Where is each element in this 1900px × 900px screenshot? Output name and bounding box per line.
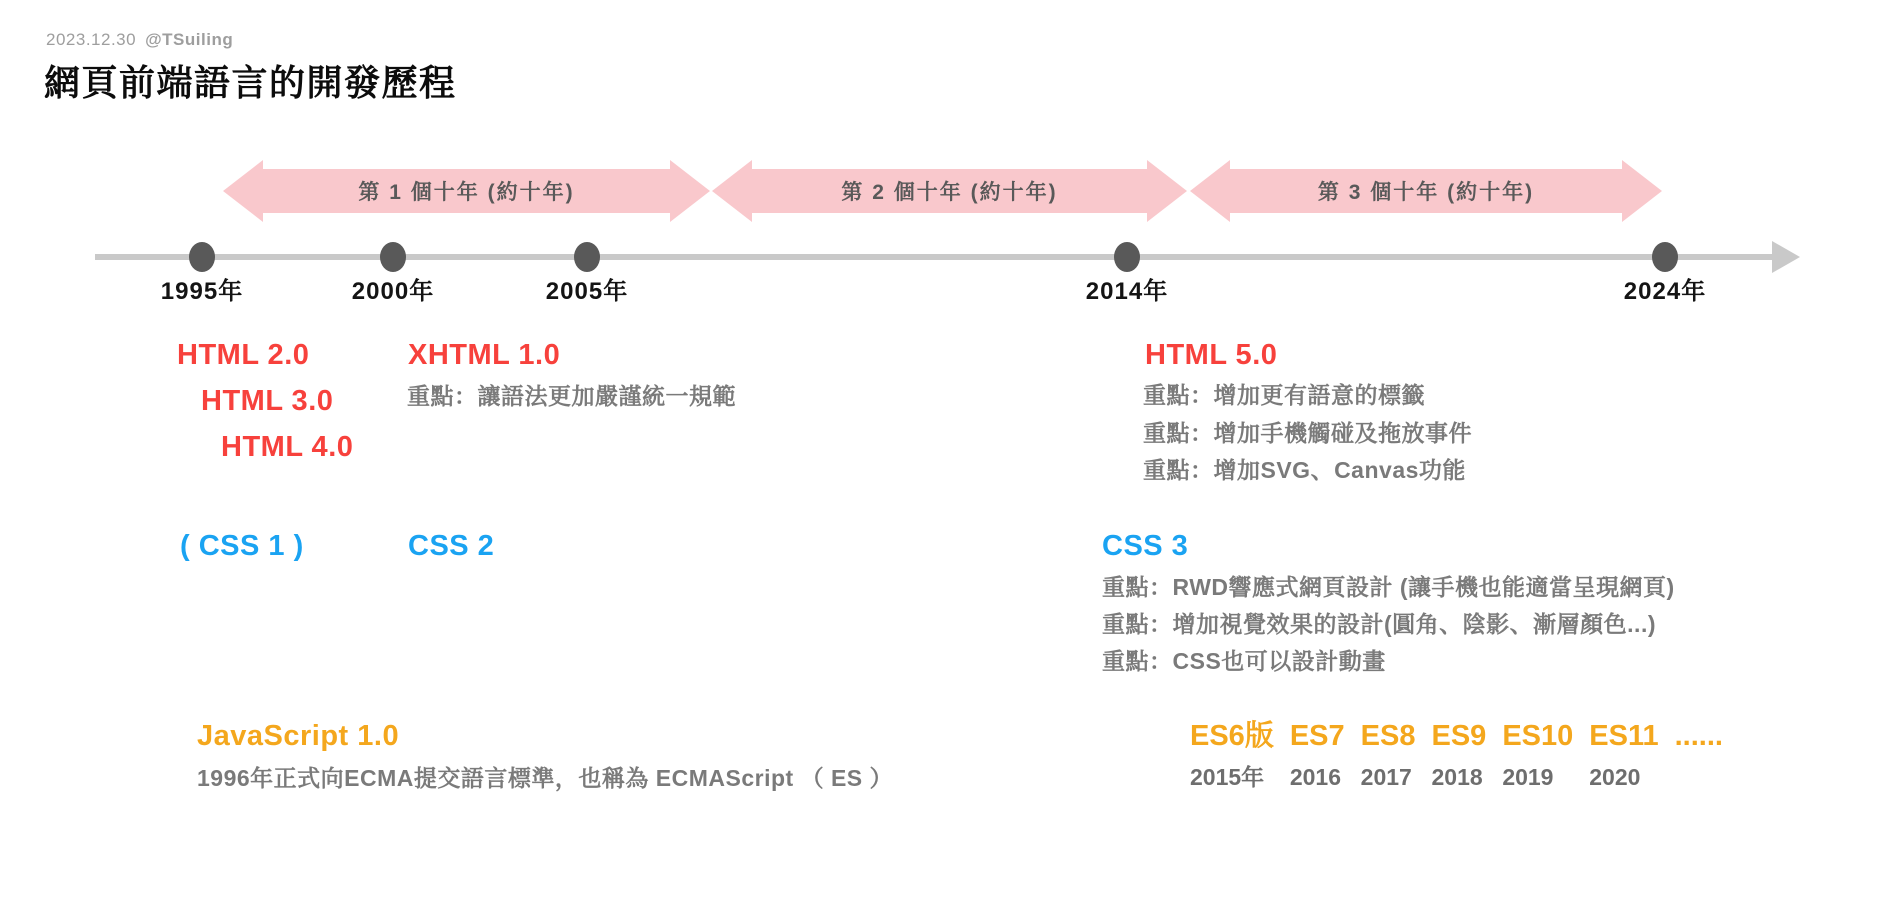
- year-label-2014: 2014年: [1085, 278, 1169, 305]
- html2-label: HTML 2.0: [177, 339, 310, 371]
- es-version-label: ES11: [1589, 720, 1659, 752]
- es-version-year: 2020: [1589, 764, 1641, 790]
- html5-note-2: 重點：增加手機觸碰及拖放事件: [1143, 420, 1472, 446]
- es-version-column: [1190, 722, 1274, 789]
- decade-arrow-2-label: 第 2 個十年 (約十年): [750, 169, 1149, 213]
- arrow-right-head-icon: [1622, 160, 1662, 222]
- arrow-left-head-icon: [223, 160, 263, 222]
- header-author: @TSuiling: [145, 30, 234, 49]
- es-version-year: 2016: [1289, 764, 1341, 790]
- year-label-1995: 1995年: [160, 278, 244, 305]
- es-version-label: ......: [1674, 720, 1723, 752]
- es-version-year: 2015年: [1190, 764, 1265, 790]
- year-label-2005: 2005年: [545, 278, 629, 305]
- year-label-2024: 2024年: [1623, 278, 1707, 305]
- timeline-dot-1995: [189, 242, 215, 272]
- es-version-column: [1431, 722, 1486, 789]
- html3-label: HTML 3.0: [201, 385, 334, 417]
- year-label-2000: 2000年: [351, 278, 435, 305]
- css3-note-2: 重點：增加視覺效果的設計(圓角、陰影、漸層顏色...): [1102, 611, 1656, 637]
- page-title: 網頁前端語言的開發歷程: [44, 62, 457, 103]
- es-version-column: [1361, 722, 1416, 789]
- es-version-label: ES9: [1431, 720, 1487, 752]
- arrow-right-head-icon: [1147, 160, 1187, 222]
- timeline-dot-2000: [380, 242, 406, 272]
- decade-arrow-3: [1190, 160, 1662, 222]
- es-version-column: [1589, 722, 1658, 789]
- html5-note-1: 重點：增加更有語意的標籤: [1143, 382, 1425, 408]
- css1-label: ( CSS 1 ): [180, 530, 304, 562]
- es-version-label: ES10: [1502, 720, 1574, 752]
- timeline-line: [95, 254, 1775, 260]
- css3-note-3: 重點：CSS也可以設計動畫: [1102, 648, 1386, 674]
- css3-note-1: 重點：RWD響應式網頁設計 (讓手機也能適當呈現網頁): [1102, 574, 1675, 600]
- es-version-column: [1290, 722, 1345, 789]
- es-version-year: 2018: [1431, 764, 1483, 790]
- html5-label: HTML 5.0: [1145, 339, 1278, 371]
- es-version-year: 2019: [1502, 764, 1554, 790]
- xhtml-note: 重點：讓語法更加嚴謹統一規範: [407, 383, 736, 409]
- decade-arrow-1: [223, 160, 710, 222]
- decade-arrow-3-label: 第 3 個十年 (約十年): [1228, 169, 1624, 213]
- arrow-right-head-icon: [670, 160, 710, 222]
- css3-label: CSS 3: [1102, 530, 1189, 562]
- es-version-label: ES7: [1289, 720, 1345, 752]
- timeline-dot-2024: [1652, 242, 1678, 272]
- javascript-note: 1996年正式向ECMA提交語言標準，也稱為 ECMAScript （ ES ）: [197, 765, 894, 791]
- xhtml-label: XHTML 1.0: [408, 339, 561, 371]
- decade-arrow-2: [712, 160, 1187, 222]
- css2-label: CSS 2: [408, 530, 495, 562]
- es-version-column: [1675, 722, 1723, 789]
- arrow-left-head-icon: [1190, 160, 1230, 222]
- es-version-label: ES8: [1360, 720, 1416, 752]
- html5-note-3: 重點：增加SVG、Canvas功能: [1143, 457, 1466, 483]
- decade-arrow-1-label: 第 1 個十年 (約十年): [261, 169, 672, 213]
- html4-label: HTML 4.0: [221, 431, 354, 463]
- timeline-dot-2014: [1114, 242, 1140, 272]
- arrow-left-head-icon: [712, 160, 752, 222]
- timeline-dot-2005: [574, 242, 600, 272]
- es-version-label: ES6版: [1190, 720, 1274, 752]
- es-version-column: [1502, 722, 1573, 789]
- es-version-year: 2017: [1360, 764, 1412, 790]
- header-date: 2023.12.30: [46, 30, 137, 49]
- timeline-arrowhead-icon: [1772, 241, 1800, 273]
- header-meta: [46, 30, 233, 50]
- javascript-label: JavaScript 1.0: [197, 720, 400, 752]
- es-versions-row: [1190, 722, 1723, 789]
